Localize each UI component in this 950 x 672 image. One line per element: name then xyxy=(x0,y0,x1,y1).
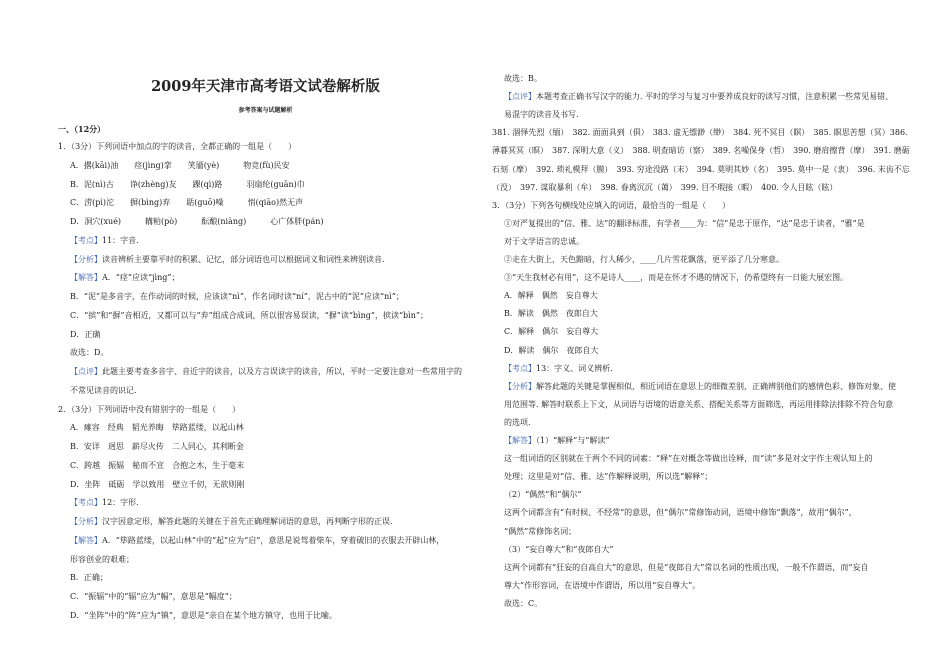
left-line: 1．（3分）下列词语中加点的字的读音，全都正确的一组是（ ） xyxy=(58,142,297,151)
left-line: D．洞穴(xué) 耩粕(pò) 酝酿(niàng) 心广体胖(pán) xyxy=(70,217,324,226)
left-line: B．“泥”是多音字，在作动词的时候，应该读“nì”，作名词时读“ní”，泥古中的“泥”应读“nì”； xyxy=(70,292,404,301)
right-line: 【考点】13：字义、词义辨析． xyxy=(504,363,619,373)
left-line: C．涝(pì)沱 摒(bìng)弃 聒(guō)噪 悄(qiāo)然无声 xyxy=(70,198,304,208)
right-line: ①对严复提出的“信、雅、达”的翻译标准，有学者____为：“信”是忠于原作，“达”是忠于读者，“雅”是 xyxy=(504,218,865,228)
left-line: D．“坐阵”中的“阵”应为“镇”，意思是“亲自在某个地方镇守，也用于比喻。 xyxy=(70,610,338,620)
right-line: 故选：B。 xyxy=(504,74,542,83)
right-line: 的选项. xyxy=(504,417,531,427)
left-line: 【分析】汉字因意定形，解答此题的关键在于首先正确理解词语的意思，再判断字形的正误. xyxy=(70,517,393,526)
section-tag: 【分析】 xyxy=(70,254,102,264)
left-line: C．“振辐”中的“辐”应为“幅”，意思是“幅度”； xyxy=(70,592,237,601)
left-line: B．正确； xyxy=(70,573,108,583)
right-line: 3．（3分）下列各句横线处应填入的词语，最恰当的一组是（ ） xyxy=(492,200,731,210)
page-title: 2009年天津市高考语文试卷解析版 xyxy=(151,78,380,95)
left-line: C．跨越 振辐 秘而不宣 合抱之木，生于毫末 xyxy=(70,460,245,470)
left-line: 【考点】12：字形． xyxy=(70,498,145,508)
right-line: A．解释 偶然 妄自尊大 xyxy=(504,291,598,301)
right-line: 381. 涸怿先烈（缅） 382. 面面具到（俱） 383. 虚无缥渺（缈） 384. 死不冥目（瞑） 385. 瞑思苦想（冥）386. xyxy=(492,128,908,138)
left-line: B．安详 迥思 薪尽火传 二人同心，其利断金 xyxy=(70,442,244,451)
right-line: “偶然”常修饰名词； xyxy=(504,526,577,536)
right-line: 【解答】（1）“解释”与“解读” xyxy=(504,436,610,445)
right-line: B．解读 偶然 夜郎自大 xyxy=(504,309,598,319)
left-line: 【分析】读音辨析主要靠平时的积累、记忆，部分词语也可以根据词义和词性来辨别读音. xyxy=(70,254,385,264)
left-line: A．瘫容 经典 韬光养晦 筚路蓝缕，以起山林 xyxy=(70,423,244,433)
section-tag: 【解答】 xyxy=(70,273,102,283)
left-line: 2．（3分）下列词语中没有错别字的一组是（ ） xyxy=(58,404,241,414)
right-line: 对于文学语言的忠诚。 xyxy=(504,236,584,246)
left-line: 【考点】11：字音． xyxy=(70,235,145,245)
right-line: 【点评】本题考查正确书写汉字的能力. 平时的学习与复习中要养成良好的读写习惯，注意积累一些常见易错、 xyxy=(504,92,894,102)
page-subtitle: 参考答案与试题解析 xyxy=(238,107,293,114)
right-line: ③“天生我材必有用”，这不是诗人____，而是在怀才不遇的情况下，仍希望终有一日能大展宏图。 xyxy=(504,273,849,283)
right-line: （2）“偶然”和“偶尔” xyxy=(504,490,582,500)
right-line: 这一组词语的区别就在于两个不同的词素：“释”在对概念等做出诠释，而“读”多是对文字作主观认知上的 xyxy=(504,454,873,464)
section-tag: 【点评】 xyxy=(504,92,536,102)
right-line: 【分析】解答此题的关键是掌握相似，相近词语在意思上的细微差别，正确辨别他们的感情色彩、修饰对象、使 xyxy=(504,381,896,391)
section-tag: 【分析】 xyxy=(504,381,536,391)
left-line: 【点评】此题主要考查多音字、音近字的读音，以及方言误读字的读音，所以，平时一定要注意对一些常用字的 xyxy=(70,367,462,376)
left-line: C．“摈”和“摒”音相近，又都可以与“弃”组成合成词，所以很容易误读，“摒”读“bìng”，摈读“bìn”； xyxy=(70,310,428,320)
right-line: 这两个词都含有“有时候、不经常”的意思，但“偶尔”常修饰动词，语境中修饰“飘落”，故用“偶尔”， xyxy=(504,508,857,518)
section-tag: 【考点】 xyxy=(70,498,102,508)
right-line: C．解释 偶尔 妄自尊大 xyxy=(504,327,599,337)
right-line: D．解读 偶尔 夜郎自大 xyxy=(504,345,599,355)
section-tag: 【解答】 xyxy=(504,436,536,445)
left-line: A．撂(kāi)油 痉(jìng)挛 笑靥(yè) 物竞(fù)民安 xyxy=(70,160,290,170)
section-tag: 【考点】 xyxy=(504,363,536,373)
section-tag: 【分析】 xyxy=(70,517,102,526)
section-tag: 【解答】 xyxy=(70,535,102,545)
section-heading: 一、（12分） xyxy=(58,124,106,134)
left-line: 故选：D。 xyxy=(70,348,109,358)
right-line: 用范围等. 解答时联系上下文，从词语与语境的语意关系、搭配关系等方面筛选，再运用排除法排除不符合句意 xyxy=(504,399,894,409)
left-line: D．坐阵 砥砺 学以致用 壁立千仞，无欲则刚 xyxy=(70,479,245,489)
left-line: D．正确 xyxy=(70,329,101,339)
right-line: 这两个词都有“狂妄的自高自大”的意思，但是“夜郎自大”常以名词的性质出现，一般不作谓语，而“妄自 xyxy=(504,562,869,572)
right-line: 石刻（摩） 392. 琐礼模拜（膜） 393. 穷途没路（末） 394. 莫明其妙（名） 395. 莫中一是（衷） 396. 末齿不忘 xyxy=(492,164,910,174)
section-tag: 【考点】 xyxy=(70,235,102,245)
right-line: （没） 397. 谋取暴利（牟） 398. 眷离沉沉（蔼） 399. 目不瑕接（暇） 400. 令人目眩（眩） xyxy=(492,182,838,192)
left-line: B．泥(nì)古 诤(zhèng)友 踝(qì)路 羽扇纶(guān)巾 xyxy=(70,179,305,189)
right-line: 处理；这里是对“信、雅、达”作解释说明，所以选“解释”； xyxy=(504,472,713,482)
left-line: 【解答】A．“痉”应读“jìng”； xyxy=(70,273,180,283)
right-line: 易混字的读音及书写. xyxy=(504,110,579,120)
right-line: ②走在大街上，天色黯暗，行人稀少，____几片雪花飘落，更平添了几分寒意。 xyxy=(504,255,784,264)
right-line: 薄暮冥冥（暝） 387. 深明大意（义） 388. 明查暗访（察） 389. 名噪保身（哲） 390. 磨肩擦背（摩） 391. 磨砺 xyxy=(492,146,910,156)
right-line: （3）“妄自尊大”和“夜郎自大” xyxy=(504,544,614,554)
left-line: 【解答】A．“筚路蓝缕，以起山林”中的“起”应为“启”，意思是说驾着柴车，穿着破旧的衣服去开辟山林， xyxy=(70,535,445,545)
right-line: 故选：C。 xyxy=(504,598,543,608)
section-tag: 【点评】 xyxy=(70,367,102,376)
left-line: 形容创业的艰难； xyxy=(70,554,134,564)
left-line: 不常见读音的识记. xyxy=(70,385,137,395)
right-line: 尊大”作形容词，在语境中作谓语，所以用“妄自尊大”。 xyxy=(504,580,701,590)
